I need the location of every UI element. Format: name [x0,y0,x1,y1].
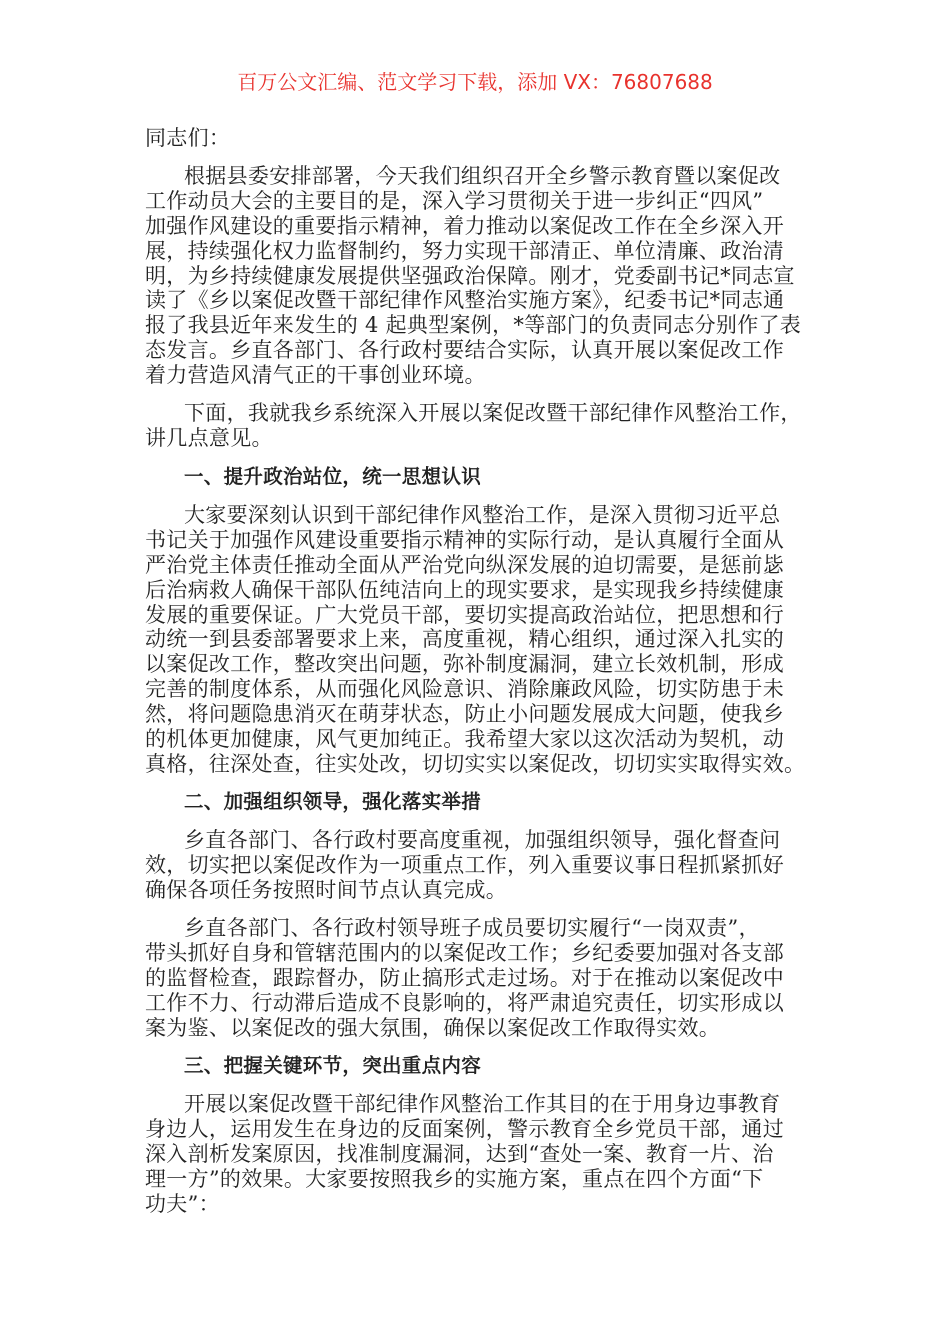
text-line: 明，为乡持续健康发展提供坚强政治保障。刚才，党委副书记*同志宣 [145,263,795,288]
text-line: 根据县委安排部署，今天我们组织召开全乡警示教育暨以案促改 [184,164,781,188]
text-line: 态发言。乡直各部门、各行政村要结合实际，认真开展以案促改工作 [145,338,784,363]
text-line: 读了《乡以案促改暨干部纪律作风整治实施方案》，纪委书记*同志通 [145,288,785,313]
paragraph [145,164,820,388]
text-line: 大家要深刻认识到干部纪律作风整治工作，是深入贯彻习近平总 [184,503,781,527]
text-line: 同志们： [145,126,231,150]
text-line: 下面，我就我乡系统深入开展以案促改暨干部纪律作风整治工作， [184,401,802,425]
paragraph [145,401,820,451]
paragraph [145,503,820,777]
text-line: 展，持续强化权力监督制约，努力实现干部清正、单位清廉、政治清 [145,238,784,263]
text-line: 一、提升政治站位，统一思想认识 [184,465,482,488]
text-line: 严治党主体责任推动全面从严治党向纵深发展的迫切需要，是惩前毖 [145,552,784,577]
text-line: 的监督检查，跟踪督办，防止搞形式走过场。对于在推动以案促改中 [145,965,784,990]
text-line: 工作不力、行动滞后造成不良影响的，将严肃追究责任，切实形成以 [145,990,784,1015]
salutation [145,126,820,151]
text-line: 确保各项任务按照时间节点认真完成。 [145,877,508,902]
text-line: 书记关于加强作风建设重要指示精神的实际行动，是认真履行全面从 [145,527,784,552]
text-line: 动统一到县委部署要求上来，高度重视，精心组织，通过深入扎实的 [145,627,784,652]
text-line: 的机体更加健康，风气更加纯正。我希望大家以这次活动为契机，动 [145,727,784,752]
text-line: 报了我县近年来发生的 4 起典型案例，*等部门的负责同志分别作了表 [145,313,802,338]
text-line: 发展的重要保证。广大党员干部，要切实提高政治站位，把思想和行 [145,602,784,627]
text-line: 身边人，运用发生在身边的反面案例，警示教育全乡党员干部，通过 [145,1116,784,1141]
text-line: 开展以案促改暨干部纪律作风整治工作其目的在于用身边事教育 [184,1092,781,1116]
text-line: 乡直各部门、各行政村领导班子成员要切实履行“一岗双责”， [184,916,760,940]
text-line: 深入剖析发案原因，找准制度漏洞，达到“查处一案、教育一片、治 [145,1141,774,1166]
text-line: 讲几点意见。 [145,425,273,450]
section-heading [145,1054,820,1079]
paragraph [145,828,820,903]
text-line: 后治病救人确保干部队伍纯洁向上的现实要求，是实现我乡持续健康 [145,577,784,602]
text-line: 二、加强组织领导，强化落实举措 [184,790,482,813]
paragraph [145,1092,820,1216]
section-heading [145,465,820,490]
text-line: 工作动员大会的主要目的是，深入学习贯彻关于进一步纠正“四风” [145,188,764,213]
text-line: 然，将问题隐患消灭在萌芽状态，防止小问题发展成大问题，使我乡 [145,702,784,727]
text-line: 着力营造风清气正的干事创业环境。 [145,363,486,388]
text-line: 完善的制度体系，从而强化风险意识、消除廉政风险，切实防患于未 [145,677,784,702]
text-line: 真格，往深处查，往实处改，切切实实以案促改，切切实实取得实效。 [145,751,806,776]
text-line: 加强作风建设的重要指示精神，着力推动以案促改工作在全乡深入开 [145,213,784,238]
paragraph [145,916,820,1040]
section-heading [145,790,820,815]
text-line: 理一方”的效果。大家要按照我乡的实施方案，重点在四个方面“下 [145,1166,764,1191]
text-line: 案为鉴、以案促改的强大氛围，确保以案促改工作取得实效。 [145,1015,721,1040]
text-line: 以案促改工作，整改突出问题，弥补制度漏洞，建立长效机制，形成 [145,652,784,677]
text-line: 带头抓好自身和管辖范围内的以案促改工作；乡纪委要加强对各支部 [145,940,784,965]
watermark-banner: 百万公文汇编、范文学习下载，添加 VX：76807688 [237,70,713,94]
text-line: 乡直各部门、各行政村要高度重视，加强组织领导，强化督查问 [184,828,781,852]
text-line: 效，切实把以案促改作为一项重点工作，列入重要议事日程抓紧抓好 [145,852,784,877]
text-line: 功夫”： [145,1191,220,1216]
text-line: 三、把握关键环节，突出重点内容 [184,1054,482,1077]
